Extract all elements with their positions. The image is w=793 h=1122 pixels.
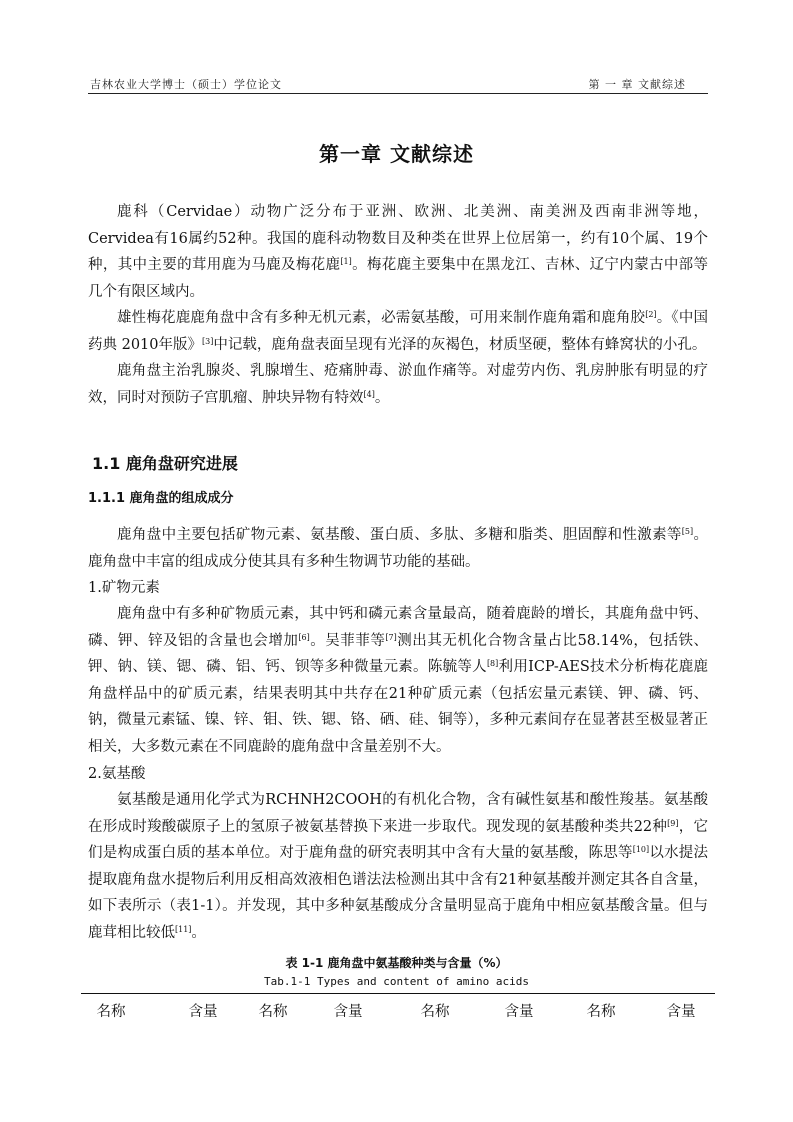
running-header: [88, 74, 708, 92]
minerals-text: [88, 601, 708, 760]
intro-paragraph-2: 雄性梅花鹿鹿角盘中含有多种无机元素，必需氨基酸，可用来制作鹿角霜和鹿角胶[2]。《中国药典 2010年版》[3]中记载，鹿角盘表面呈现有光泽的灰褐色，材质坚硬，整体有蜂窝状的小孔。: [88, 310, 709, 353]
citation: [2]: [645, 310, 657, 319]
citation: [9]: [667, 818, 679, 828]
citation: [4]: [363, 389, 375, 399]
citation: [1]: [340, 257, 352, 266]
table-header-cell: 含量: [333, 1004, 363, 1020]
amino-acids-paragraph: 氨基酸是通用化学式为RCHNH2COOH的有机化合物，含有碱性氨基和酸性羧基。氨基酸在形成时羧酸碳原子上的氢原子被氨基替换下来进一步取代。现发现的氨基酸种类共22种[9]，它们是构成蛋白质的基本单位。对于鹿角盘的研究表明其中含有大量的氨基酸，陈思等[10]以水提法提取鹿角盘水提物后利用反相高效液相色谱法法检测出其中含有21种氨基酸并测定其各自含量，如下表所示（表1-1）。并发现，其中多种氨基酸成分含量明显高于鹿角中相应氨基酸含量。但与鹿茸相比较低[11]。: [88, 792, 709, 941]
table-caption-en: Tab.1-1 Types and content of amino acids: [264, 975, 529, 988]
minerals-paragraph: 鹿角盘中有多种矿物质元素，其中钙和磷元素含量最高，随着鹿龄的增长，其鹿角盘中钙、磷、钾、锌及铝的含量也会增加[6]。吴菲菲等[7]测出其无机化合物含量占比58.14%，包括铁、钾、钠、镁、锶、磷、铝、钙、钡等多种微量元素。陈毓等人[8]利用ICP-AES技术分析梅花鹿鹿角盘样品中的矿质元素，结果表明其中共存在21种矿质元素（包括宏量元素镁、钾、磷、钙、钠，微量元素锰、镍、锌、钼、铁、锶、铬、硒、硅、铜等），多种元素间存在显著甚至极显著正相关，大多数元素在不同鹿龄的鹿角盘中含量差别不大。: [88, 606, 709, 755]
intro-paragraph-1: 鹿科（Cervidae）动物广泛分布于亚洲、欧洲、北美洲、南美洲及西南非洲等地，Cervidea有16属约52种。我国的鹿科动物数目及种类在世界上位居第一，约有10个属、19个种，其中主要的茸用鹿为马鹿及梅花鹿[1]。梅花鹿主要集中在黑龙江、吉林、辽宁内蒙古中部等几个有限区域内。: [88, 204, 709, 300]
list-label-minerals: 1.矿物元素: [88, 580, 160, 596]
header-chapter: 第 一 章 文献综述: [588, 78, 686, 91]
citation: [10]: [632, 845, 650, 854]
table-header-row: [81, 1000, 715, 1024]
citation: [8]: [486, 659, 499, 668]
amino-acids-text: [88, 787, 708, 946]
table-header-cell: 名称: [258, 1004, 288, 1020]
header-rule: [88, 93, 708, 94]
table-header-cell: 含量: [504, 1004, 534, 1020]
table-header-cell: 含量: [666, 1004, 696, 1020]
table-header-cell: 名称: [420, 1004, 450, 1020]
section-heading-1-1-1: 1.1.1 鹿角盘的组成成分: [88, 491, 234, 506]
chapter-title: 第一章 文献综述: [319, 142, 474, 166]
composition-text: [88, 522, 708, 575]
citation: [11]: [175, 924, 192, 934]
intro-text: [88, 199, 708, 411]
table-top-rule: [81, 993, 715, 994]
composition-paragraph: 鹿角盘中主要包括矿物元素、氨基酸、蛋白质、多肽、多糖和脂类、胆固醇和性激素等[5]。鹿角盘中丰富的组成成分使其具有多种生物调节功能的基础。: [88, 527, 709, 570]
table-caption-cn: 表 1-1 鹿角盘中氨基酸种类与含量（%）: [285, 956, 508, 970]
intro-paragraph-3: 鹿角盘主治乳腺炎、乳腺增生、疮痛肿毒、淤血作痛等。对虚劳内伤、乳房肿胀有明显的疗效，同时对预防子宫肌瘤、肿块异物有特效[4]。: [88, 363, 708, 406]
table-header-cell: 含量: [188, 1004, 218, 1020]
citation: [6]: [298, 632, 310, 642]
list-label-amino-acids: 2.氨基酸: [88, 766, 146, 782]
table-header-cell: 名称: [96, 1004, 126, 1020]
citation: [3]: [202, 336, 214, 346]
citation: [7]: [385, 632, 397, 642]
citation: [5]: [681, 527, 694, 536]
table-header-cell: 名称: [586, 1004, 616, 1020]
header-thesis-title: 吉林农业大学博士（硕士）学位论文: [90, 78, 282, 91]
section-heading-1-1: 1.1 鹿角盘研究进展: [92, 454, 238, 473]
